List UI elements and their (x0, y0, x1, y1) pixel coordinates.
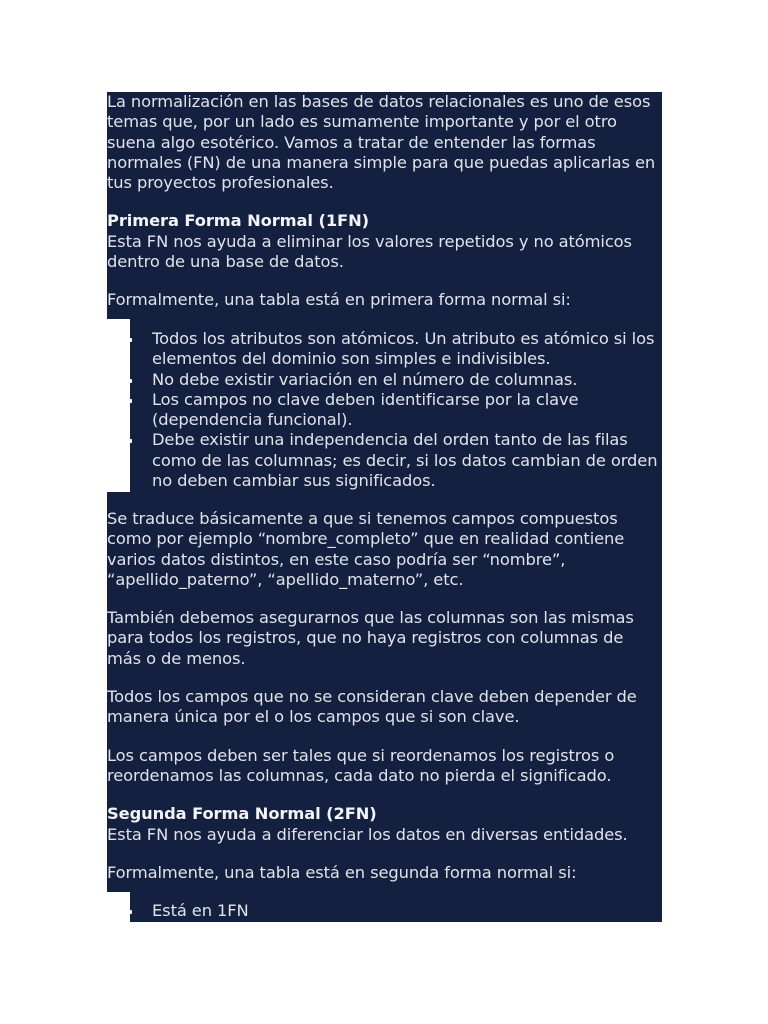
fn2-rules-list (130, 882, 662, 922)
fn1-explanation: Se traduce básicamente a que si tenemos campos compuestos como por ejemplo “nombre_completo” que en realidad contiene varios datos distintos, en este caso podría ser “nombre”, “apellido_paterno”, “apellido_materno”, etc. (107, 509, 625, 589)
list-item: Debe existir una independencia del orden tanto de las filas como de las columnas; es decir, si los datos cambian de orden no deben cambiar sus significados. (130, 430, 662, 491)
list-item: Los campos no clave deben identificarse por la clave (dependencia funcional). (130, 390, 662, 431)
fn1-description: Esta FN nos ayuda a eliminar los valores repetidos y no atómicos dentro de una base de datos. (107, 231, 632, 272)
fn1-explanation: También debemos asegurarnos que las columnas son las mismas para todos los registros, que no haya registros con columnas de más o de menos. (107, 608, 634, 668)
text-block-explanations (107, 492, 662, 892)
list-item: Está en 1FN (130, 901, 662, 921)
text-block-intro (107, 92, 662, 319)
bullet-icon (128, 338, 132, 342)
bullet-icon (128, 910, 132, 914)
fn1-rules-list (130, 310, 662, 501)
bullet-icon (128, 439, 132, 443)
list-item: Todos los atributos son atómicos. Un atributo es atómico si los elementos del dominio son simples e indivisibles. (130, 329, 662, 370)
fn1-explanation: Los campos deben ser tales que si reordenamos los registros o reordenamos las columnas, cada dato no pierda el significado. (107, 745, 615, 785)
bullet-icon (128, 379, 132, 383)
intro-paragraph: La normalización en las bases de datos relacionales es uno de esos temas que, por un lado es sumamente importante y por el otro suena algo esotérico. Vamos a tratar de entender las formas normales (FN) de una manera simple para que puedas aplicarlas en tus proyectos profesionales. (107, 92, 656, 193)
heading-2fn: Segunda Forma Normal (2FN) (107, 804, 377, 824)
fn1-explanation: Todos los campos que no se consideran clave deben depender de manera única por el o los campos que si son clave. (107, 687, 637, 727)
fn2-formal: Formalmente, una tabla está en segunda forma normal si: (107, 862, 577, 882)
list-item: No debe existir variación en el número de columnas. (130, 370, 662, 390)
fn1-formal: Formalmente, una tabla está en primera forma normal si: (107, 290, 571, 310)
bullet-icon (128, 399, 132, 403)
fn2-description: Esta FN nos ayuda a diferenciar los datos en diversas entidades. (107, 824, 628, 844)
heading-1fn: Primera Forma Normal (1FN) (107, 211, 369, 231)
